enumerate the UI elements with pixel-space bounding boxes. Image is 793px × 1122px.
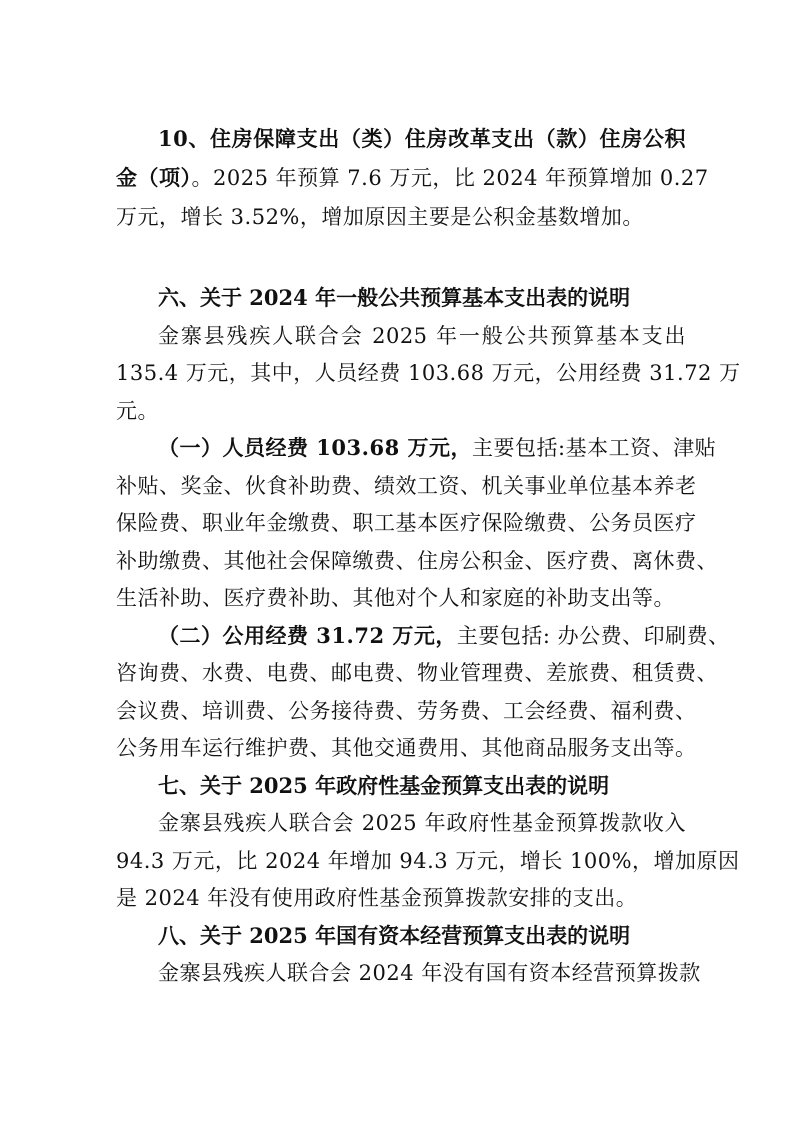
public-expense-lead: 主要包括: 办公费、印刷费、 [456,624,730,648]
personnel-expense-line-3: 保险费、职业年金缴费、职工基本医疗保险缴费、公务员医疗 [116,511,697,535]
personnel-expense-line-1 [158,433,717,463]
public-expense-line-3: 会议费、培训费、公务接待费、劳务费、工会经费、福利费、 [116,699,697,723]
public-expense-line-1 [158,621,730,651]
section-6-heading: 六、关于 2024 年一般公共预算基本支出表的说明 [158,285,631,310]
personnel-expense-line-5: 生活补助、医疗费补助、其他对个人和家庭的补助支出等。 [116,586,675,610]
section-6-intro-line-1: 金寨县残疾人联合会 2025 年一般公共预算基本支出 [158,324,686,348]
personnel-expense-line-2: 补贴、奖金、伙食补助费、绩效工资、机关事业单位基本养老 [116,474,697,498]
item-10-title-end: 金（项） [116,165,192,190]
section-6-intro-line-3: 元。 [116,399,159,423]
section-8-line-1: 金寨县残疾人联合会 2024 年没有国有资本经营预算拨款 [158,961,701,985]
item-10-line-1: 10、住房保障支出（类）住房改革支出（款）住房公积 [158,126,686,151]
personnel-expense-title: （一）人员经费 103.68 万元， [158,435,472,460]
public-expense-title: （二）公用经费 31.72 万元， [158,623,457,648]
section-6-intro-line-2: 135.4 万元，其中，人员经费 103.68 万元，公用经费 31.72 万 [116,361,741,385]
item-10-line-2 [116,163,709,193]
public-expense-line-2: 咨询费、水费、电费、邮电费、物业管理费、差旅费、租赁费、 [116,661,718,685]
public-expense-line-4: 公务用车运行维护费、其他交通费用、其他商品服务支出等。 [116,736,697,760]
section-7-line-2: 94.3 万元，比 2024 年增加 94.3 万元，增长 100%，增加原因 [116,849,740,873]
personnel-expense-lead: 主要包括:基本工资、津贴 [472,436,717,460]
personnel-expense-line-4: 补助缴费、其他社会保障缴费、住房公积金、医疗费、离休费、 [116,549,718,573]
item-10-line-3: 万元，增长 3.52%，增加原因主要是公积金基数增加。 [116,205,644,229]
section-7-line-1: 金寨县残疾人联合会 2025 年政府性基金预算拨款收入 [158,811,686,835]
section-7-line-3: 是 2024 年没有使用政府性基金预算拨款安排的支出。 [116,886,638,910]
section-8-heading: 八、关于 2025 年国有资本经营预算支出表的说明 [158,923,631,948]
item-10-budget-text: 。2025 年预算 7.6 万元，比 2024 年预算增加 0.27 [191,166,709,190]
section-7-heading: 七、关于 2025 年政府性基金预算支出表的说明 [158,773,610,798]
